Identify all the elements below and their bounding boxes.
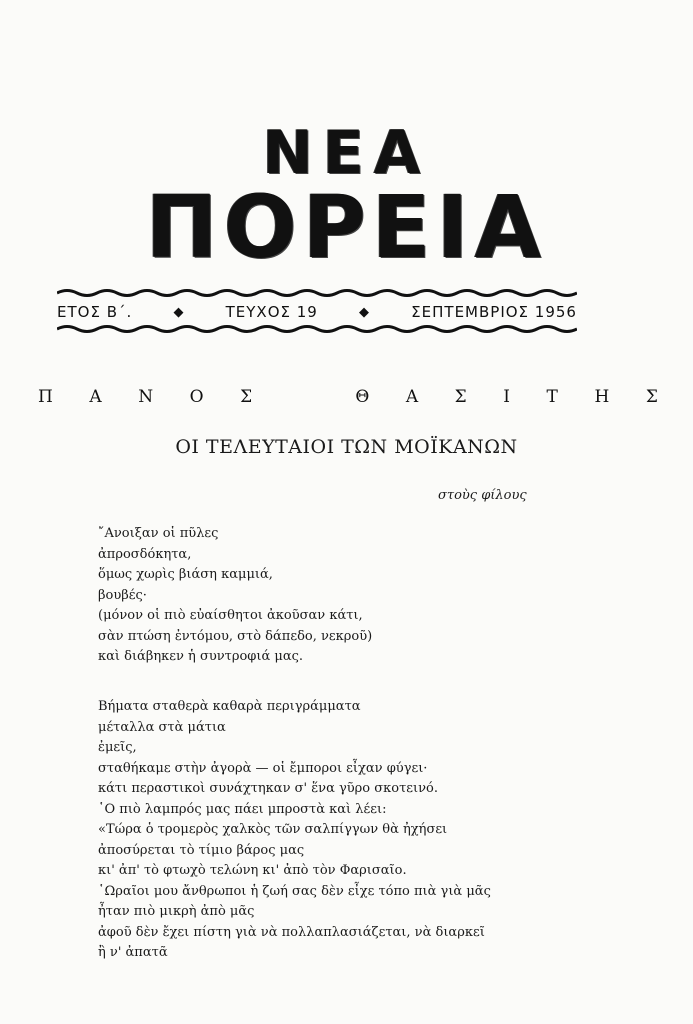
poem-line: «Τώρα ὁ τρομερὸς χαλκὸς τῶν σαλπίγγων θὰ ἠχήσει — [98, 822, 448, 837]
poem-line: ῎Ανοιξαν οἱ πῦλες — [98, 526, 219, 541]
poem-line: ἢ ν' ἀπατᾶ — [98, 945, 168, 960]
poem-line: σὰν πτώση ἐντόμου, στὸ δάπεδο, νεκροῦ) — [98, 628, 373, 644]
poem-line: ἀπροσδόκητα, — [98, 546, 192, 562]
author-letter: Η — [594, 387, 610, 407]
issue-label: ΤΕΥΧΟΣ 19 — [225, 303, 318, 321]
issue-info-row — [57, 300, 577, 324]
wavy-rule-top — [57, 288, 577, 298]
poem-stanza-1 — [98, 524, 372, 668]
author-letter: Σ — [454, 387, 467, 407]
poem-line: ἦταν πιὸ μικρὴ ἀπὸ μᾶς — [98, 904, 255, 919]
poem-line: κι' ἀπ' τὸ φτωχὸ τελώνη κι' ἀπὸ τὸν Φαρισαῖο. — [98, 863, 407, 878]
poem-line: ὅμως χωρὶς βιάση καμμιά, — [98, 567, 273, 582]
masthead-title-line1: ΝΕΑ — [262, 118, 431, 188]
masthead-title-line2: ΠΟΡΕΙΑ — [145, 178, 548, 278]
poem-line: ἀποσύρεται τὸ τίμιο βάρος μας — [98, 842, 305, 858]
poem-line: μέταλλα στὰ μάτια — [98, 719, 226, 735]
poem-line: Βήματα σταθερὰ καθαρὰ περιγράμματα — [98, 699, 361, 714]
author-letter: Α — [405, 387, 419, 407]
poem-line: κάτι περαστικοὶ συνάχτηκαν σ' ἕνα γῦρο σκοτεινό. — [98, 781, 438, 796]
diamond-separator-icon: ◆ — [359, 304, 370, 320]
poem-stanza-2 — [98, 697, 491, 964]
wavy-rule-bottom — [57, 324, 577, 334]
author-letter: Ι — [503, 387, 510, 407]
poem-title: ΟΙ ΤΕΛΕΥΤΑΙΟΙ ΤΩΝ ΜΟΪΚΑΝΩΝ — [175, 436, 518, 458]
author-letter: Θ — [355, 387, 370, 407]
poem-line: ἀφοῦ δὲν ἔχει πίστη γιὰ νὰ πολλαπλασιάζεται, νὰ διαρκεῖ — [98, 924, 485, 940]
author-letter: Σ — [645, 387, 658, 407]
poem-line: καὶ διάβηκεν ἡ συντροφιά μας. — [98, 649, 304, 664]
dedication: στοὺς φίλους — [438, 488, 527, 503]
author-letter: Τ — [546, 387, 558, 407]
author-letter: Ο — [189, 387, 204, 407]
author-word-gap — [289, 387, 319, 407]
author-letter: Π — [38, 387, 53, 407]
poem-line: ἐμεῖς, — [98, 740, 137, 755]
poem-line: ῾Ωραῖοι μου ἄνθρωποι ἡ ζωή σας δὲν εἶχε τόπο πιὰ γιὰ μᾶς — [98, 883, 491, 899]
poem-line: (μόνον οἱ πιὸ εὐαίσθητοι ἀκοῦσαν κάτι, — [98, 608, 363, 623]
author-name — [38, 387, 658, 407]
author-letter: Ν — [138, 387, 154, 407]
diamond-separator-icon: ◆ — [173, 304, 185, 320]
date-label: ΣΕΠΤΕΜΒΡΙΟΣ 1956 — [411, 303, 577, 321]
year-label: ΕΤΟΣ Β΄. — [57, 303, 133, 321]
poem-line: σταθήκαμε στὴν ἀγορὰ — οἱ ἔμποροι εἶχαν φύγει· — [98, 760, 428, 776]
poem-line: βουβές· — [98, 587, 147, 603]
author-letter: Α — [89, 387, 102, 407]
poem-line: ῾Ο πιὸ λαμπρός μας πάει μπροστὰ καὶ λέει: — [98, 801, 387, 817]
author-letter: Σ — [240, 387, 253, 407]
